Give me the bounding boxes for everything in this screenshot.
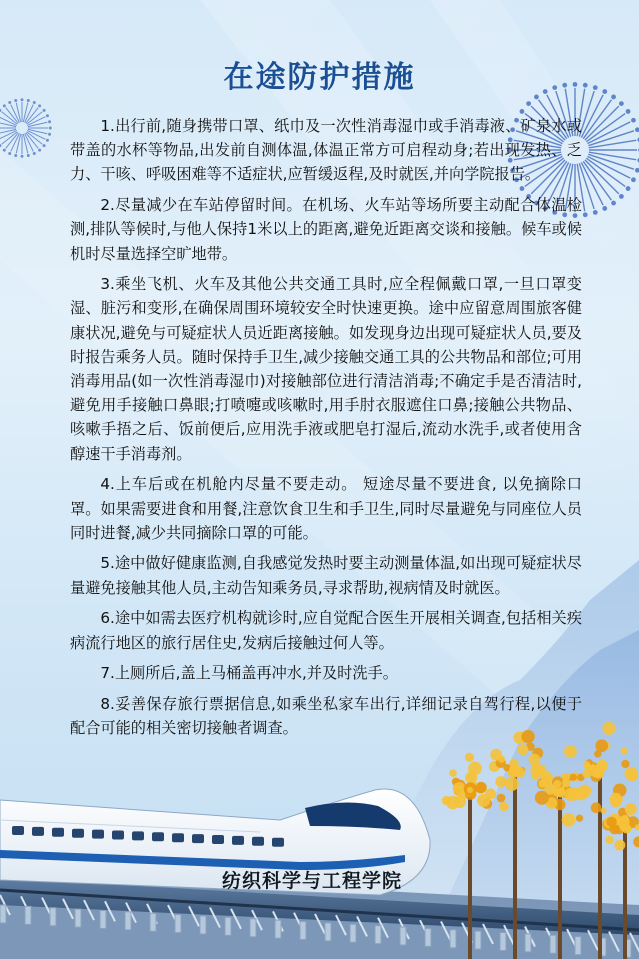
paragraph-3: 3.乘坐飞机、火车及其他公共交通工具时,应全程佩戴口罩,一旦口罩变湿、脏污和变形,在确保周围环境较安全时快速更换。途中应留意周围旅客健康状况,避免与可疑症状人员近距离接触。如发现身边出现可疑症状人员,要及时报告乘务人员。随时保持手卫生,减少接触交通工具的公共物品和部位;可用消毒用品(如一次性消毒湿巾)对接触部位进行清洁消毒;不确定手是否清洁时,避免用手接触口鼻眼;打喷嚏或咳嗽时,用手肘衣服遮住口鼻;接触公共物品、咳嗽手捂之后、饭前便后,应用洗手液或肥皂打湿后,流动水洗手,或者使用含醇速干手消毒剂。 [70, 275, 582, 463]
paragraph-8: 8.妥善保存旅行票据信息,如乘坐私家车出行,详细记录自驾行程,以便于配合可能的相关密切接触者调查。 [70, 694, 582, 738]
body-text [70, 114, 582, 747]
firework-icon [0, 98, 52, 158]
paragraph-7: 7.上厕所后,盖上马桶盖再冲水,并及时洗手。 [100, 664, 398, 683]
paragraph-5: 5.途中做好健康监测,自我感觉发热时要主动测量体温,如出现可疑症状尽量避免接触其他人员,主动告知乘务员,寻求帮助,视病情及时就医。 [70, 554, 582, 597]
page-title: 在途防护措施 [223, 60, 416, 95]
paragraph-4: 4.上车后或在机舱内尽量不要走动。 短途尽量不要进食, 以免摘除口罩。如果需要进食和用餐,注意饮食卫生和手卫生,同时尽量避免与同座位人员同时进餐,减少共同摘除口罩的可能。 [70, 475, 582, 542]
paragraph-6: 6.途中如需去医疗机构就诊时,应自觉配合医生开展相关调查,包括相关疾病流行地区的旅行居住史,发病后接触过何人等。 [70, 609, 582, 652]
paragraph-2: 2.尽量减少在车站停留时间。在机场、火车站等场所要主动配合体温检测,排队等候时,与他人保持1米以上的距离,避免近距离交谈和接触。候车或候机时尽量选择空旷地带。 [70, 196, 582, 263]
paragraph-1: 1.出行前,随身携带口罩、纸巾及一次性消毒湿巾或手消毒液、矿泉水或带盖的水杯等物品,出发前自测体温,体温正常方可启程动身;若出现发热、乏力、干咳、呼吸困难等不适症状,应暂缓返程,及时就医,并向学院报告。 [70, 117, 582, 184]
school-name: 纺织科学与工程学院 [222, 870, 403, 892]
